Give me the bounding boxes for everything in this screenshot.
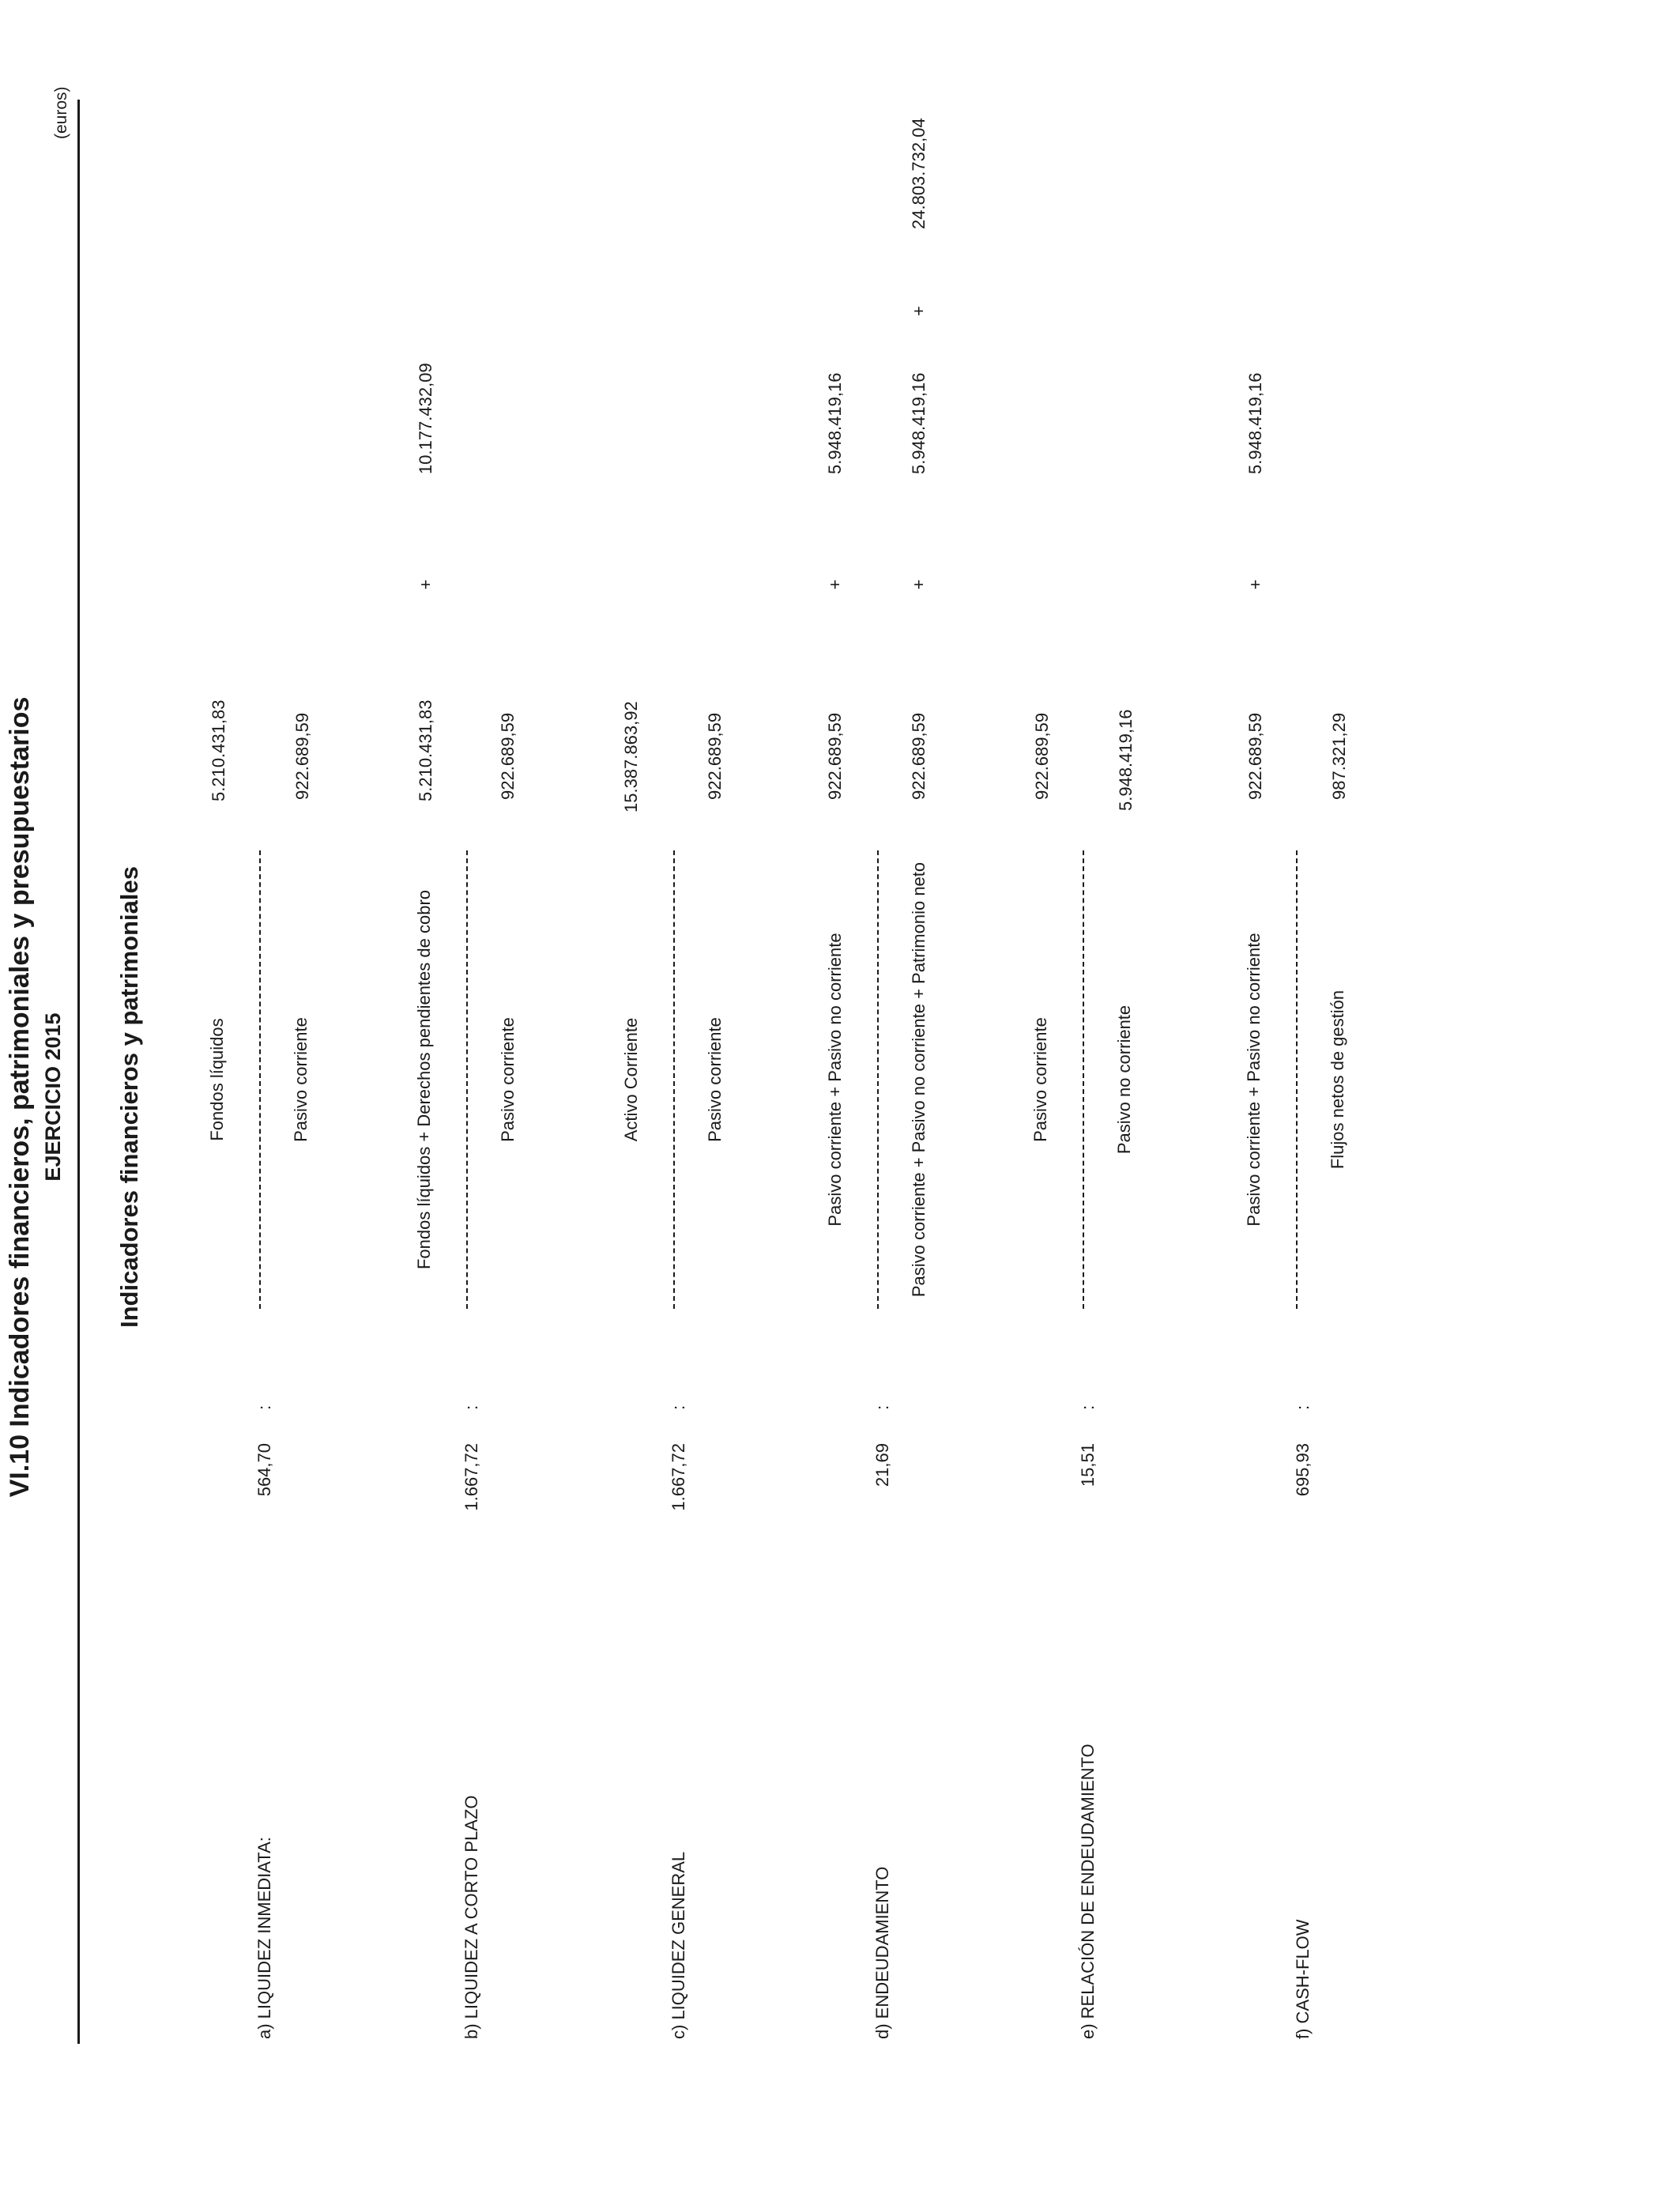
denominator-amount: 5.948.419,16 xyxy=(909,372,929,474)
indicator-label: a) LIQUIDEZ INMEDIATA: xyxy=(254,1837,274,2039)
denominator-amount: 922.689,59 xyxy=(498,712,518,800)
indicator-label: f) CASH-FLOW xyxy=(1293,1919,1313,2039)
denominator-amount: 922.689,59 xyxy=(705,712,725,800)
numerator-amount: 5.210.431,83 xyxy=(416,699,435,801)
numerator-formula: Activo Corriente xyxy=(621,1017,641,1142)
section-title: Indicadores financieros y patrimoniales xyxy=(115,865,143,1329)
denominator-amount: 5.948.419,16 xyxy=(1116,709,1136,811)
indicator-value: 21,69 xyxy=(872,1443,892,1487)
numerator-formula: Fondos líquidos xyxy=(207,1018,227,1141)
denominator-amount: 922.689,59 xyxy=(292,712,312,800)
plus-sign: + xyxy=(416,579,435,590)
page-title: VI.10 Indicadores financieros, patrimoniales y presupuestarios xyxy=(5,696,35,1498)
denominator-amount: 987.321,29 xyxy=(1329,712,1349,800)
fraction-line xyxy=(1296,850,1298,1309)
indicator-label: b) LIQUIDEZ A CORTO PLAZO xyxy=(461,1795,481,2039)
indicator-label: e) RELACIÓN DE ENDEUDAMIENTO xyxy=(1078,1744,1098,2039)
indicator-colon: : xyxy=(669,1404,688,1410)
numerator-amount: 5.210.431,83 xyxy=(209,699,228,801)
top-rule xyxy=(77,100,80,2044)
numerator-formula: Fondos líquidos + Derechos pendientes de cobro xyxy=(414,889,434,1270)
denominator-amount: 922.689,59 xyxy=(909,712,929,800)
denominator-formula: Pasivo no corriente xyxy=(1114,1005,1134,1155)
numerator-formula: Pasivo corriente + Pasivo no corriente xyxy=(825,933,845,1227)
numerator-amount: 10.177.432,09 xyxy=(416,363,435,474)
plus-sign: + xyxy=(825,579,845,590)
indicator-colon: : xyxy=(872,1404,892,1410)
numerator-amount: 922.689,59 xyxy=(825,712,845,800)
fraction-line xyxy=(1083,850,1084,1309)
numerator-amount: 5.948.419,16 xyxy=(1245,372,1265,474)
indicator-value: 1.667,72 xyxy=(461,1443,481,1511)
indicator-label: c) LIQUIDEZ GENERAL xyxy=(669,1851,688,2039)
indicator-colon: : xyxy=(1078,1404,1098,1410)
plus-sign: + xyxy=(909,579,929,590)
indicator-colon: : xyxy=(1293,1404,1313,1410)
denominator-formula: Flujos netos de gestión xyxy=(1328,990,1347,1170)
fraction-line xyxy=(673,850,675,1309)
plus-sign: + xyxy=(1245,579,1265,590)
denominator-formula: Pasivo corriente xyxy=(291,1017,311,1142)
numerator-amount: 922.689,59 xyxy=(1245,712,1265,800)
indicator-label: d) ENDEUDAMIENTO xyxy=(872,1866,892,2039)
denominator-amount: 24.803.732,04 xyxy=(909,118,929,229)
numerator-formula: Pasivo corriente + Pasivo no corriente xyxy=(1244,933,1264,1227)
units-label: (euros) xyxy=(52,86,70,139)
numerator-amount: 922.689,59 xyxy=(1032,712,1052,800)
indicator-value: 15,51 xyxy=(1078,1443,1098,1487)
indicator-value: 1.667,72 xyxy=(669,1443,688,1511)
fraction-line xyxy=(466,850,468,1309)
fraction-line xyxy=(259,850,261,1309)
indicator-value: 695,93 xyxy=(1293,1443,1313,1497)
denominator-formula: Pasivo corriente xyxy=(705,1017,725,1142)
plus-sign: + xyxy=(909,306,929,316)
indicator-colon: : xyxy=(461,1404,481,1410)
denominator-formula: Pasivo corriente + Pasivo no corriente + Patrimonio neto xyxy=(909,861,929,1298)
numerator-amount: 5.948.419,16 xyxy=(825,372,845,474)
indicator-value: 564,70 xyxy=(254,1443,274,1497)
denominator-formula: Pasivo corriente xyxy=(498,1017,518,1142)
indicator-colon: : xyxy=(254,1404,274,1410)
numerator-formula: Pasivo corriente xyxy=(1030,1017,1050,1142)
fraction-line xyxy=(877,850,879,1309)
numerator-amount: 15.387.863,92 xyxy=(621,701,641,812)
page-subtitle: EJERCICIO 2015 xyxy=(41,1012,65,1182)
